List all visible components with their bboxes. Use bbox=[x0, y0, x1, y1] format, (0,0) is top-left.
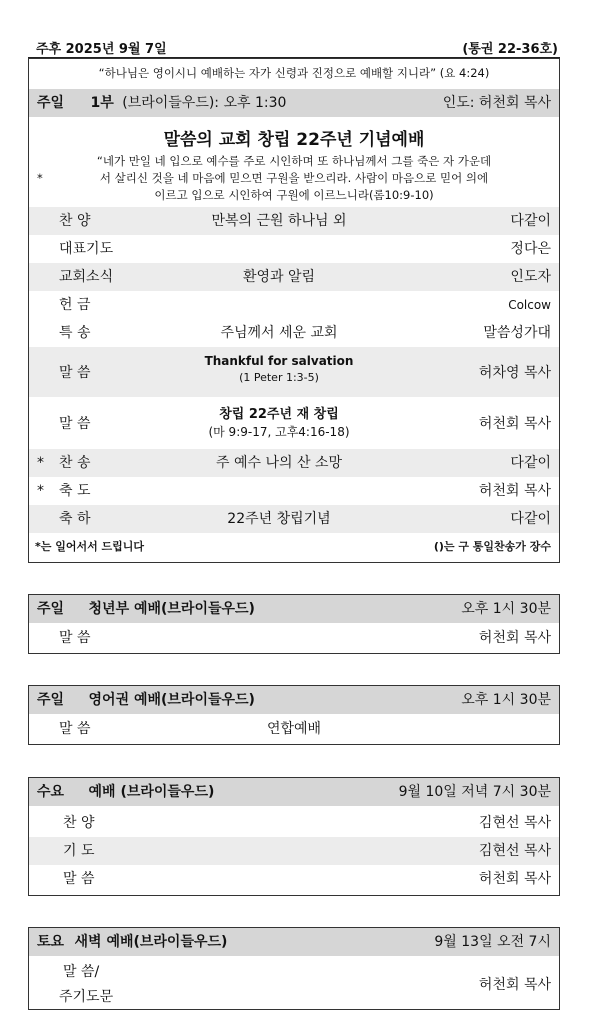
order-person: 허천회 목사 bbox=[478, 416, 551, 432]
service-part: 1부 bbox=[90, 95, 114, 111]
service-day: 토요 bbox=[37, 934, 65, 950]
service-place-time: (브라이들우드): 오후 1:30 bbox=[122, 95, 287, 111]
service-day: 주일 bbox=[37, 601, 65, 617]
order-row bbox=[29, 715, 559, 743]
order-label: 축 도 bbox=[59, 483, 91, 499]
order-label: 특 송 bbox=[59, 325, 91, 341]
saturday-dawn-service bbox=[28, 927, 560, 1010]
order-row bbox=[29, 207, 559, 235]
order-label: 찬 양 bbox=[59, 213, 91, 229]
standing-note: *는 일어서서 드립니다 bbox=[35, 540, 145, 553]
service-name: 새벽 예배(브라이들우드) bbox=[74, 934, 228, 950]
order-row bbox=[29, 837, 559, 865]
order-row bbox=[29, 865, 559, 893]
order-person: Colcow bbox=[508, 298, 551, 312]
order-label: 말 씀 bbox=[59, 365, 91, 381]
order-row bbox=[29, 397, 559, 449]
service-day: 주일 bbox=[37, 692, 65, 708]
order-row bbox=[29, 263, 559, 291]
sermon-scripture: (1 Peter 1:3-5) bbox=[239, 371, 319, 384]
bulletin-date: 주후 2025년 9월 7일 bbox=[36, 42, 167, 57]
service-header-bar bbox=[29, 778, 559, 806]
order-person: 다같이 bbox=[510, 511, 551, 527]
order-person: 다같이 bbox=[510, 455, 551, 471]
service-time: 9월 13일 오전 7시 bbox=[434, 934, 551, 950]
service-header-bar bbox=[29, 686, 559, 714]
service-leader: 인도: 허천회 목사 bbox=[442, 95, 551, 111]
order-label: 축 하 bbox=[59, 511, 91, 527]
theme-verse: “하나님은 영이시니 예배하는 자가 신령과 진정으로 예배할 지니라” (요 4:24) bbox=[98, 66, 490, 80]
order-title: 주님께서 세운 교회 bbox=[220, 325, 338, 341]
service-time: 오후 1시 30분 bbox=[461, 692, 551, 708]
order-label: 말 씀/ bbox=[63, 964, 100, 980]
order-label: 말 씀 bbox=[59, 721, 91, 737]
service-name: 청년부 예배(브라이들우드) bbox=[88, 601, 255, 617]
sermon-scripture: (마 9:9-17, 고후4:16-18) bbox=[208, 425, 350, 439]
service-header-bar bbox=[29, 928, 559, 956]
standing-marker: * bbox=[37, 455, 44, 471]
order-label: 대표기도 bbox=[59, 241, 114, 257]
order-row bbox=[29, 958, 559, 1008]
order-row bbox=[29, 347, 559, 397]
service-header-bar bbox=[29, 595, 559, 623]
service-day: 주일 bbox=[37, 95, 65, 111]
service-name: 예배 (브라이들우드) bbox=[88, 784, 215, 800]
order-row bbox=[29, 291, 559, 319]
order-label: 기 도 bbox=[63, 843, 95, 859]
service-name: 영어권 예배(브라이들우드) bbox=[88, 692, 255, 708]
bulletin-notes bbox=[29, 536, 559, 558]
order-label: 말 씀 bbox=[59, 630, 91, 646]
call-to-worship bbox=[39, 153, 549, 204]
service-day: 수요 bbox=[37, 784, 65, 800]
order-row bbox=[29, 505, 559, 533]
service-time: 9월 10일 저녁 7시 30분 bbox=[398, 784, 551, 800]
english-service bbox=[28, 685, 560, 745]
bulletin-volume: (통권 22-36호) bbox=[462, 42, 558, 57]
order-label: 말 씀 bbox=[59, 416, 91, 432]
order-label: 교회소식 bbox=[59, 269, 114, 285]
service-title: 말씀의 교회 창립 22주년 기념예배 bbox=[163, 130, 425, 150]
order-label: 주기도문 bbox=[59, 989, 114, 1005]
service-header-bar bbox=[29, 89, 559, 117]
order-row bbox=[29, 319, 559, 347]
sunday-main-service bbox=[28, 58, 560, 563]
call-to-worship-line: 서 살리신 것을 네 마음에 믿으면 구원을 받으리라. 사람이 마음으로 믿어 의에 bbox=[99, 171, 489, 185]
order-person: 허천회 목사 bbox=[478, 630, 551, 646]
standing-marker: * bbox=[37, 171, 43, 185]
order-person: 허차영 목사 bbox=[478, 365, 551, 381]
order-row bbox=[29, 449, 559, 477]
standing-marker: * bbox=[37, 483, 44, 499]
order-label: 찬 송 bbox=[59, 455, 91, 471]
hymnal-note: ()는 구 통일찬송가 장수 bbox=[433, 540, 551, 553]
order-label: 찬 양 bbox=[63, 815, 95, 831]
youth-service bbox=[28, 594, 560, 654]
order-label: 말 씀 bbox=[63, 871, 95, 887]
order-row bbox=[29, 624, 559, 652]
sermon-title: 창립 22주년 재 창립 bbox=[219, 407, 339, 422]
order-title: 만복의 근원 하나님 외 bbox=[211, 213, 347, 229]
call-to-worship-line: 이르고 입으로 시인하여 구원에 이르느니라(롬10:9-10) bbox=[154, 188, 434, 202]
order-person: 인도자 bbox=[510, 269, 551, 285]
bulletin-header bbox=[28, 36, 560, 58]
order-person: 김현선 목사 bbox=[478, 815, 551, 831]
order-person: 말씀성가대 bbox=[483, 325, 551, 341]
wednesday-service bbox=[28, 777, 560, 896]
order-row bbox=[29, 477, 559, 505]
order-row bbox=[29, 809, 559, 837]
order-person: 김현선 목사 bbox=[478, 843, 551, 859]
order-person: 다같이 bbox=[510, 213, 551, 229]
order-title: 주 예수 나의 산 소망 bbox=[216, 455, 342, 471]
order-person: 허천회 목사 bbox=[478, 483, 551, 499]
sermon-title: Thankful for salvation bbox=[204, 354, 354, 368]
order-title: 연합예배 bbox=[266, 721, 322, 737]
service-time: 오후 1시 30분 bbox=[461, 601, 551, 617]
order-title: 환영과 알림 bbox=[242, 269, 316, 285]
order-label: 헌 금 bbox=[59, 297, 91, 313]
call-to-worship-line: “네가 만일 네 입으로 예수를 주로 시인하며 또 하나님께서 그를 죽은 자 가운데 bbox=[96, 154, 492, 168]
order-person: 정다은 bbox=[510, 241, 551, 257]
order-person: 허천회 목사 bbox=[478, 977, 551, 993]
order-person: 허천회 목사 bbox=[478, 871, 551, 887]
order-title: 22주년 창립기념 bbox=[227, 511, 331, 527]
order-row bbox=[29, 235, 559, 263]
